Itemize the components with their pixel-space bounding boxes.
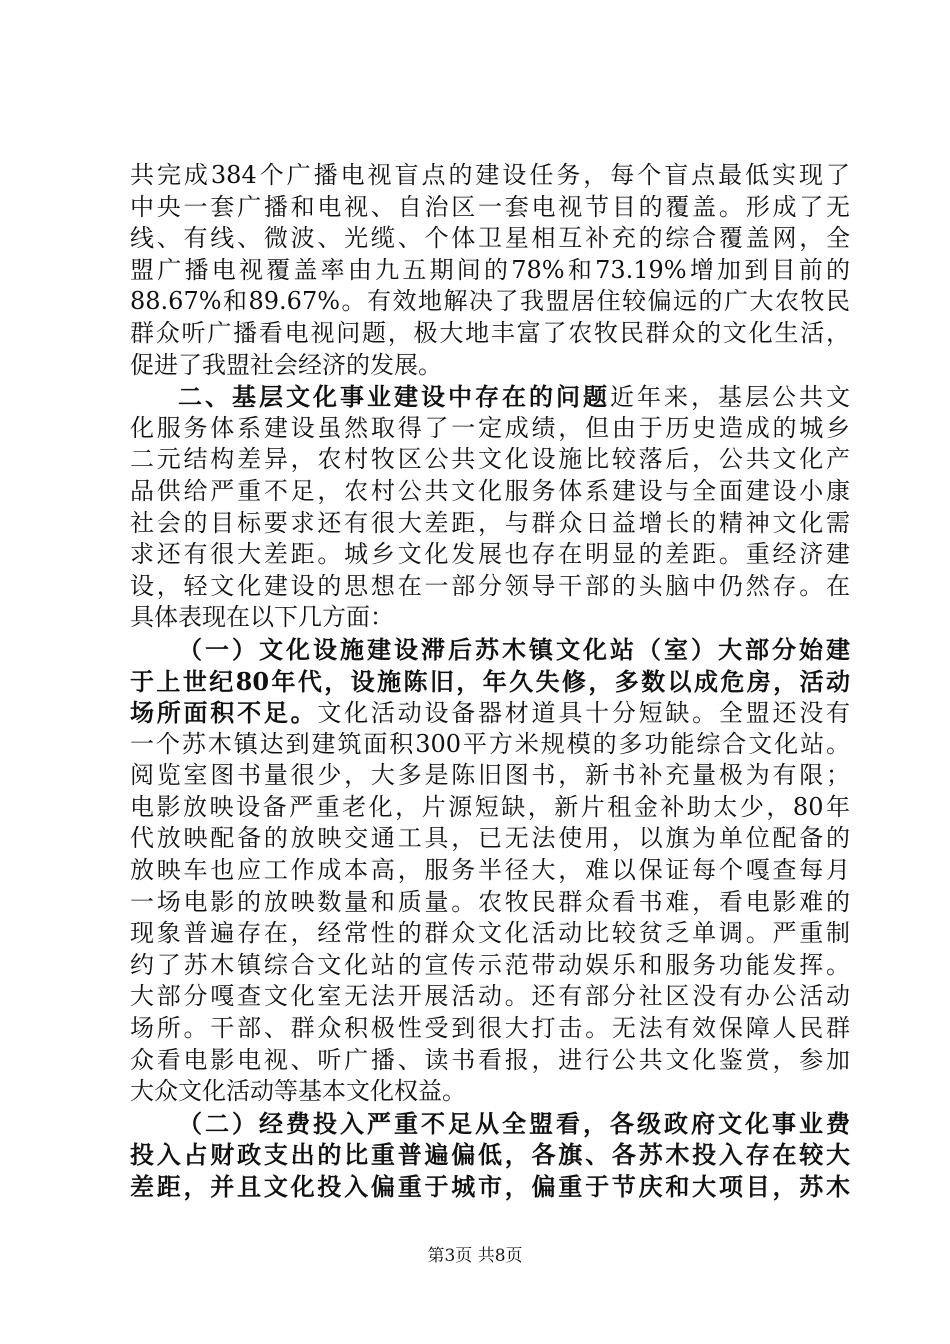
paragraph-4 [130, 1108, 850, 1203]
text-line: 一个苏木镇达到建筑面积300平方米规模的多功能综合文化站。 [130, 729, 850, 758]
text-line: 电影放映设备严重老化，片源短缺，新片租金补助太少，80年 [130, 792, 850, 821]
text-line: 一场电影的放映数量和质量。农牧民群众看书难，看电影难的 [130, 887, 850, 916]
text-line [130, 697, 850, 729]
text-run: 从全盟看，各级政府文化事业费 [475, 1108, 850, 1138]
text-line: 众看电影电视、听广播、读书看报，进行公共文化鉴赏，参加 [130, 1045, 850, 1074]
text-line: 社会的目标要求还有很大差距，与群众日益增长的精神文化需 [130, 508, 850, 537]
text-line: 代放映配备的放映交通工具，已无法使用，以旗为单位配备的 [130, 824, 850, 853]
text-line: 线、有线、微波、光缆、个体卫星相互补充的综合覆盖网，全 [130, 224, 850, 253]
section-heading: 二、基层文化事业建设中存在的问题 [178, 382, 610, 412]
text-line: 共完成384个广播电视盲点的建设任务，每个盲点最低实现了 [130, 161, 850, 189]
text-line: 大部分嘎查文化室无法开展活动。还有部分社区没有办公活动 [130, 982, 850, 1011]
text-line: 盟广播电视覆盖率由九五期间的78%和73.19%增加到目前的 [130, 255, 850, 284]
text-run: 文化活动设备器材道具十分短缺。全盟还没有 [317, 699, 851, 728]
paragraph-2 [130, 381, 850, 634]
text-line: 二元结构差异，农村牧区公共文化设施比较落后，公共文化产 [130, 445, 850, 474]
text-line [130, 634, 850, 666]
text-line: 投入占财政支出的比重普遍偏低，各旗、各苏木投入存在较大 [130, 1140, 850, 1170]
text-line: 大众文化活动等基本文化权益。 [130, 1077, 466, 1106]
text-line [130, 1108, 850, 1140]
section-heading: （二）经费投入严重不足 [178, 1108, 475, 1138]
text-line: 中央一套广播和电视、自治区一套电视节目的覆盖。形成了无 [130, 192, 850, 221]
text-line: 设，轻文化建设的思想在一部分领导干部的头脑中仍然存。在 [130, 571, 850, 600]
text-line: 求还有很大差距。城乡文化发展也存在明显的差距。重经济建 [130, 540, 850, 569]
paragraph-1 [130, 160, 850, 381]
text-run: 苏木镇文化站（室）大部分始建 [475, 634, 850, 664]
section-heading: （一）文化设施建设滞后 [178, 634, 475, 664]
text-line: 阅览室图书量很少，大多是陈旧图书，新书补充量极为有限； [130, 761, 850, 790]
text-line: 88.67%和89.67%。有效地解决了我盟居住较偏远的广大农牧民 [130, 287, 850, 316]
text-line: 现象普遍存在，经常性的群众文化活动比较贫乏单调。严重制 [130, 919, 850, 948]
text-line [130, 381, 850, 413]
text-line: 场所。干部、群众积极性受到很大打击。无法有效保障人民群 [130, 1014, 850, 1043]
text-line: 于上世纪80年代，设施陈旧，年久失修，多数以成危房，活动 [130, 666, 850, 696]
text-line: 群众听广播看电视问题，极大地丰富了农牧民群众的文化生活， [130, 318, 850, 347]
text-run: 近年来，基层公共文 [610, 383, 850, 412]
text-line: 品供给严重不足，农村公共文化服务体系建设与全面建设小康 [130, 476, 850, 505]
document-body [130, 160, 850, 1203]
paragraph-3 [130, 634, 850, 1108]
text-run: 场所面积不足。 [130, 698, 318, 728]
page-number-footer: 第3页 共8页 [427, 1246, 523, 1266]
text-line: 化服务体系建设虽然取得了一定成绩，但由于历史造成的城乡 [130, 413, 850, 442]
text-line: 具体表现在以下几方面： [130, 603, 394, 632]
text-line: 放映车也应工作成本高，服务半径大，难以保证每个嘎查每月 [130, 856, 850, 885]
text-line: 促进了我盟社会经济的发展。 [130, 350, 442, 379]
text-line: 差距，并且文化投入偏重于城市，偏重于节庆和大项目，苏木 [130, 1172, 850, 1201]
text-line: 约了苏木镇综合文化站的宣传示范带动娱乐和服务功能发挥。 [130, 950, 850, 979]
